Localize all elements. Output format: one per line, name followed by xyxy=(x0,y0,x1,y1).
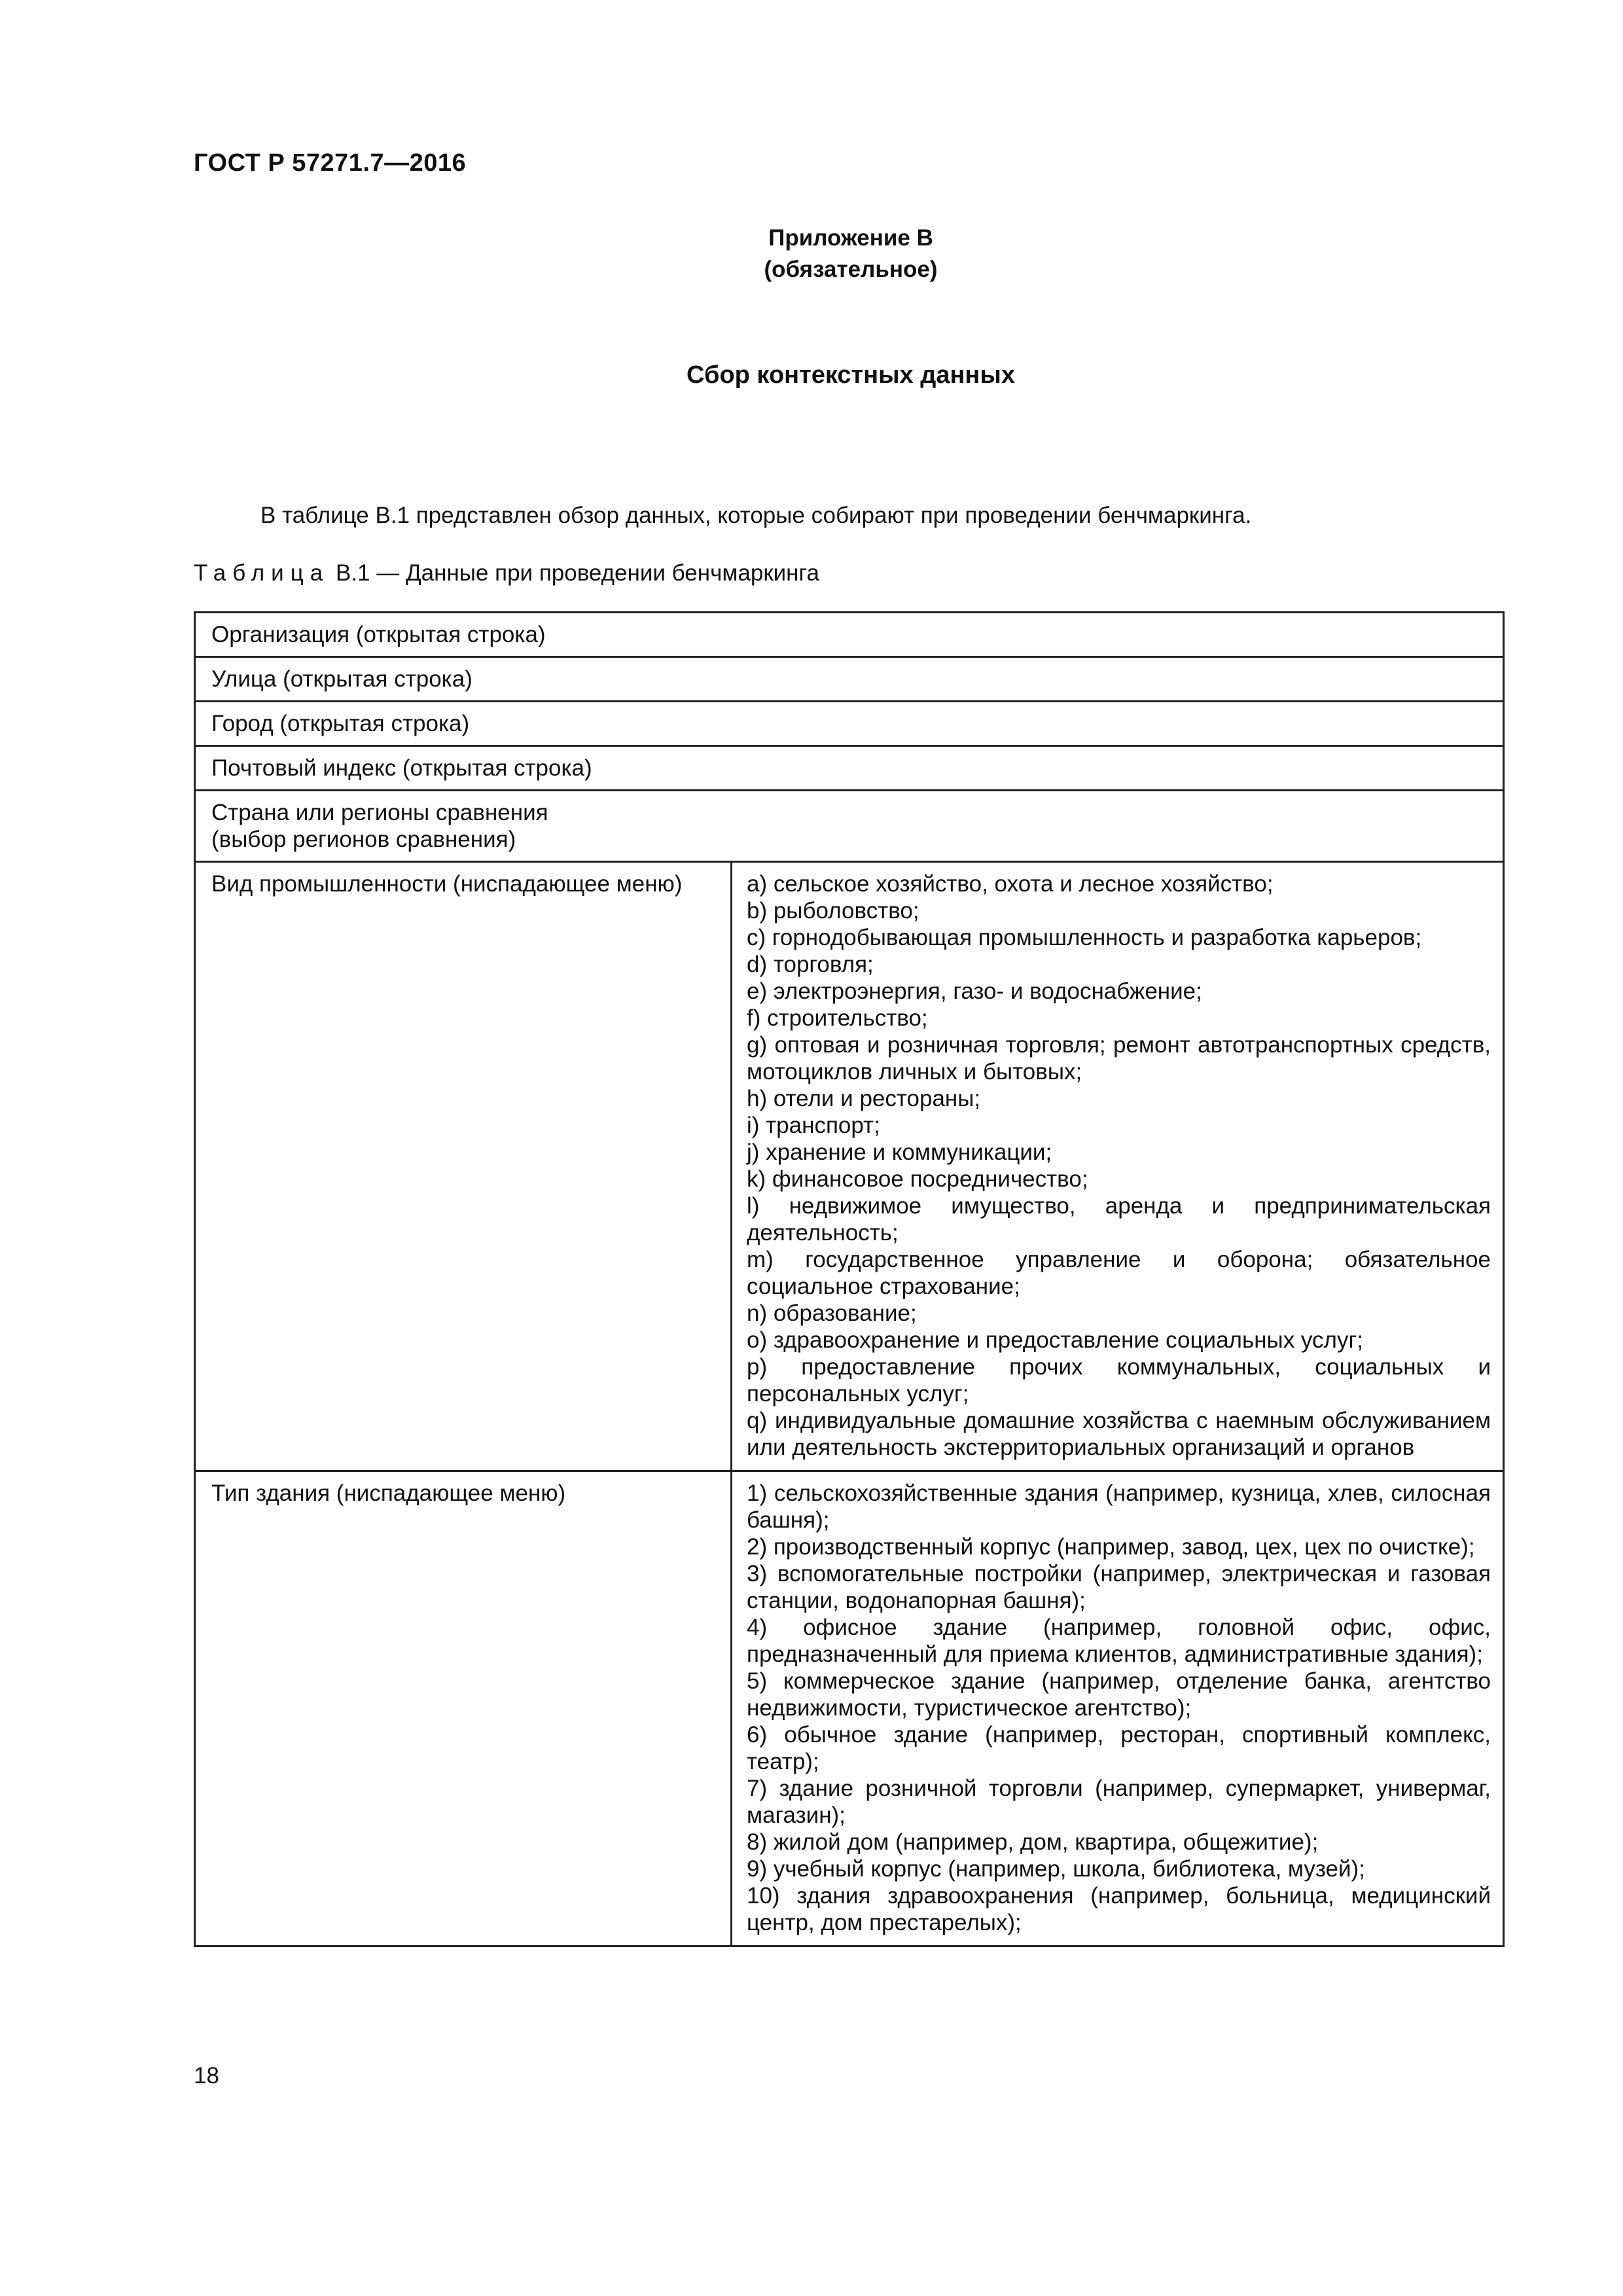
list-item: j) хранение и коммуникации; xyxy=(747,1139,1052,1165)
list-item: m) государственное управление и оборона; обязательное социальное страхование; xyxy=(747,1247,1491,1299)
list-item: h) отели и рестораны; xyxy=(747,1086,981,1111)
table-caption-label: Таблица xyxy=(194,560,330,586)
list-item: 4) офисное здание (например, головной офис, офис, предназначенный для приема клиентов, административные здания); xyxy=(747,1615,1491,1667)
list-item: c) горнодобывающая промышленность и разработка карьеров; xyxy=(747,925,1422,950)
table-cell-label: Почтовый индекс (открытая строка) xyxy=(195,746,1504,791)
list-item: o) здравоохранение и предоставление социальных услуг; xyxy=(747,1327,1363,1353)
table-row-industry xyxy=(195,862,1504,1471)
table-cell-label: Организация (открытая строка) xyxy=(195,613,1504,657)
list-item: 9) учебный корпус (например, школа, библиотека, музей); xyxy=(747,1856,1365,1882)
list-item: 5) коммерческое здание (например, отделение банка, агентство недвижимости, туристическое агентство); xyxy=(747,1668,1491,1721)
list-item: i) транспорт; xyxy=(747,1113,880,1138)
list-item: 3) вспомогательные постройки (например, электрическая и газовая станции, водонапорная башня); xyxy=(747,1561,1491,1613)
table-row-city xyxy=(195,702,1504,746)
list-item: k) финансовое посредничество; xyxy=(747,1166,1088,1192)
building-type-options-list xyxy=(732,1471,1504,1946)
list-item: e) электроэнергия, газо- и водоснабжение; xyxy=(747,978,1202,1004)
list-item: a) сельское хозяйство, охота и лесное хозяйство; xyxy=(747,871,1274,897)
list-item: 1) сельскохозяйственные здания (например, кузница, хлев, силосная башня); xyxy=(747,1480,1491,1533)
table-row-country-regions xyxy=(195,791,1504,862)
table-cell-label: Вид промышленности (ниспадающее меню) xyxy=(195,862,732,1471)
table-row-postal-code xyxy=(195,746,1504,791)
list-item: q) индивидуальные домашние хозяйства с наемным обслуживанием или деятельность экстерриториальных организаций и органов xyxy=(747,1408,1491,1460)
table-cell-label: Улица (открытая строка) xyxy=(195,657,1504,702)
list-item: 10) здания здравоохранения (например, больница, медицинский центр, дом престарелых); xyxy=(747,1883,1491,1935)
list-item: g) оптовая и розничная торговля; ремонт автотранспортных средств, мотоциклов личных и бытовых; xyxy=(747,1032,1491,1085)
table-row-building-type xyxy=(195,1471,1504,1946)
list-item: 8) жилой дом (например, дом, квартира, общежитие); xyxy=(747,1829,1319,1855)
table-cell-label: Тип здания (ниспадающее меню) xyxy=(195,1471,732,1946)
table-caption-text: В.1 — Данные при проведении бенчмаркинга xyxy=(335,560,819,586)
intro-paragraph: В таблице В.1 представлен обзор данных, которые собирают при проведении бенчмаркинга. xyxy=(260,503,1252,528)
industry-options-list xyxy=(732,862,1504,1471)
table-caption xyxy=(194,560,819,586)
list-item: d) торговля; xyxy=(747,952,874,977)
table-cell-label-line: Страна или регионы сравнения xyxy=(211,800,548,825)
list-item: p) предоставление прочих коммунальных, социальных и персональных услуг; xyxy=(747,1354,1491,1407)
appendix-title: Приложение В xyxy=(768,225,933,251)
list-item: l) недвижимое имущество, аренда и предпринимательская деятельность; xyxy=(747,1193,1491,1246)
list-item: 7) здание розничной торговли (например, супермаркет, универмаг, магазин); xyxy=(747,1776,1491,1828)
data-table xyxy=(194,611,1505,1947)
table-row-organization xyxy=(195,613,1504,657)
table-cell-label-line: (выбор регионов сравнения) xyxy=(211,827,516,852)
section-title: Сбор контекстных данных xyxy=(687,361,1015,389)
page-number: 18 xyxy=(194,2063,219,2089)
list-item: f) строительство; xyxy=(747,1005,928,1031)
list-item: 2) производственный корпус (например, завод, цех, цех по очистке); xyxy=(747,1534,1475,1560)
appendix-kind: (обязательное) xyxy=(764,257,938,282)
document-standard-id: ГОСТ Р 57271.7—2016 xyxy=(194,149,467,177)
list-item: n) образование; xyxy=(747,1300,917,1326)
table-row-street xyxy=(195,657,1504,702)
list-item: 6) обычное здание (например, ресторан, спортивный комплекс, театр); xyxy=(747,1722,1491,1774)
list-item: b) рыболовство; xyxy=(747,898,919,924)
table-cell-label: Город (открытая строка) xyxy=(195,702,1504,746)
table-cell-label xyxy=(195,791,1504,862)
